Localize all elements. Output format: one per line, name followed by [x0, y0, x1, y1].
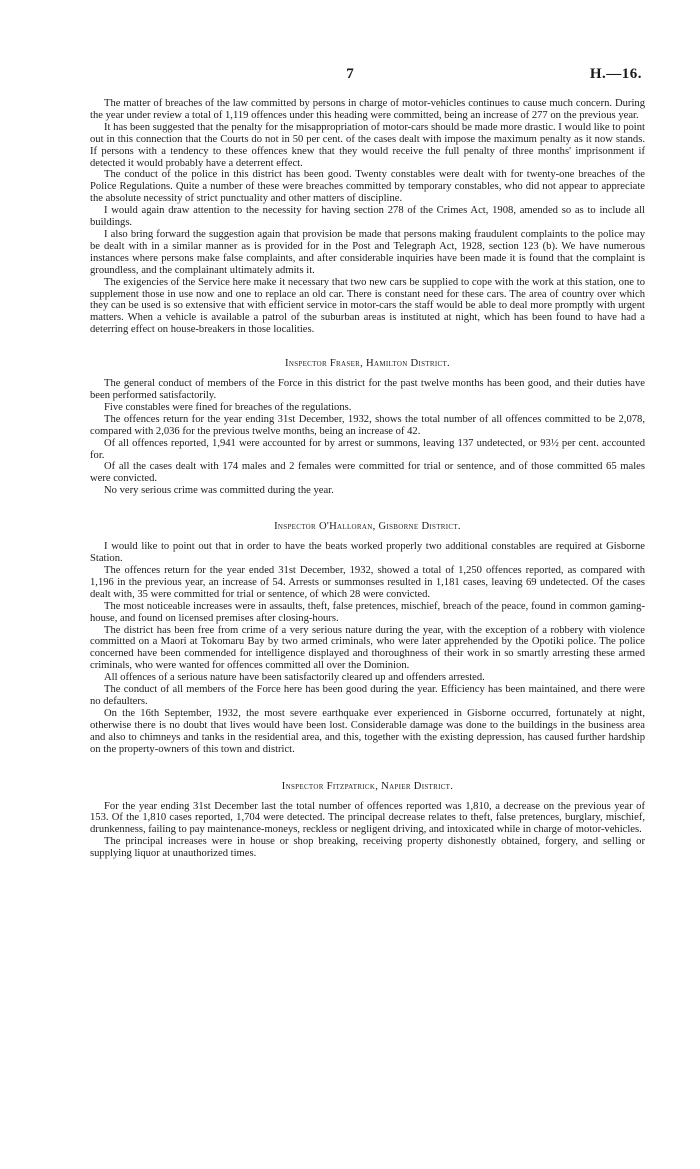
intro-paragraph: I also bring forward the suggestion again that provision be made that persons making fraudulent complaints to the police may be dealt with in a similar manner as is provided for in the Post and Telegraph Act, 1928, section 123 (b). We have numerous instances where persons make false complaints, and after considerable inquiries have been made it is found that the complaint is groundless, and the complainant ultimately admits it.: [90, 228, 645, 276]
report-body: [90, 98, 645, 860]
section-paragraph: The principal increases were in house or shop breaking, receiving property dishonestly obtained, forgery, and selling or supplying liquor at unauthorized times.: [90, 836, 645, 860]
section-paragraph: For the year ending 31st December last the total number of offences reported was 1,810, a decrease on the previous year of 153. Of the 1,810 cases reported, 1,704 were detected. The principal decrease relates to theft, false pretences, burglary, mischief, drunkenness, failing to pay maintenance-moneys, reckless or negligent driving, and intoxicated while in charge of motor-vehicles.: [90, 800, 645, 836]
section-paragraph: The offences return for the year ended 31st December, 1932, showed a total of 1,250 offences reported, as compared with 1,196 in the previous year, an increase of 54. Arrests or summonses resulted in 1,181 cases, leaving 69 undetected. Of the cases dealt with, 35 were committed for trial or sentence, of which 28 were convicted.: [90, 565, 645, 600]
section-paragraph: On the 16th September, 1932, the most severe earthquake ever experienced in Gisborne occurred, fortunately at night, otherwise there is no doubt that lives would have been lost. Considerable damage was done to the buildings in the business area and also to chimneys and tanks in the residential area, and this, together with the existing depression, has caused further hardship on the property-owners of this town and district.: [90, 707, 645, 755]
section-paragraph: I would like to point out that in order to have the beats worked properly two additional constables are required at Gisborne Station.: [90, 541, 645, 565]
document-reference: H.—16.: [589, 66, 642, 82]
section-paragraph: The most noticeable increases were in assaults, theft, false pretences, mischief, breach of the peace, found in common gaming-house, and found on licensed premises after closing-hours.: [90, 600, 645, 624]
section-paragraph: The offences return for the year ending 31st December, 1932, shows the total number of all offences committed to be 2,078, compared with 2,036 for the previous twelve months, being an increase of 42.: [90, 413, 645, 437]
intro-paragraph: The matter of breaches of the law committed by persons in charge of motor-vehicles continues to cause much concern. During the year under review a total of 1,119 offences under this heading were committed, being an increase of 277 on the previous year.: [90, 98, 645, 121]
intro-paragraph: The conduct of the police in this district has been good. Twenty constables were dealt with for twenty-one breaches of the Police Regulations. Quite a number of these were breaches committed by temporary constables, who did not appear to appreciate the absolute necessity of strict punctuality and other matters of discipline.: [90, 169, 645, 205]
section-napier: [90, 781, 645, 861]
section-paragraph: The general conduct of members of the Force in this district for the past twelve months has been good, and their duties have been performed satisfactorily.: [90, 378, 645, 402]
intro-paragraph: The exigencies of the Service here make it necessary that two new cars be supplied to cope with the work at this station, one to supplement those in use now and one to replace an old car. There is constant need for these cars. The area of country over which they can be used is so extensive that with efficient service in motor-cars the staff would be able to deal more promptly with urgent matters. When a vehicle is available a patrol of the suburban areas is instituted at night, which has been found to have had a deterring effect on house-breakers in those localities.: [90, 276, 645, 336]
section-paragraph: Of all the cases dealt with 174 males and 2 females were committed for trial or sentence, and of those committed 65 males were convicted.: [90, 461, 645, 485]
section-paragraph: All offences of a serious nature have been satisfactorily cleared up and offenders arrested.: [104, 672, 485, 684]
intro-paragraph: I would again draw attention to the necessity for having section 278 of the Crimes Act, 1908, amended so as to include all buildings.: [90, 205, 645, 229]
section-hamilton: [90, 358, 645, 497]
section-heading: Inspector Fraser, Hamilton District.: [285, 358, 450, 370]
page-number: 7: [346, 66, 354, 82]
section-paragraph: Of all offences reported, 1,941 were accounted for by arrest or summons, leaving 137 undetected, or 93½ per cent. accounted for.: [90, 437, 645, 461]
intro-paragraph: It has been suggested that the penalty for the misappropriation of motor-cars should be made more drastic. I would like to point out in this connection that the Courts do not in 50 per cent. of the cases dealt with impose the maximum penalty as it now stands. If persons with a tendency to these offences knew that they would receive the full penalty of three months' imprisonment if detected it would probably have a deterrent effect.: [90, 121, 645, 169]
section-paragraph: The district has been free from crime of a very serious nature during the year, with the exception of a robbery with violence committed on a Maori at Tokomaru Bay by two armed criminals, who were later apprehended by the Opotiki police. The police concerned have been commended for intelligence displayed and thoroughness of their work in so smartly arresting these armed criminals, who were wanted for offences committed all over the Dominion.: [90, 624, 645, 672]
section-gisborne: [90, 521, 645, 755]
section-heading: Inspector O'Halloran, Gisborne District.: [274, 521, 461, 533]
section-paragraph: The conduct of all members of the Force here has been good during the year. Efficiency has been maintained, and there were no defaulters.: [90, 684, 645, 707]
section-paragraph: Five constables were fined for breaches of the regulations.: [104, 401, 352, 413]
section-heading: Inspector Fitzpatrick, Napier District.: [281, 780, 454, 792]
section-paragraph: No very serious crime was committed during the year.: [104, 485, 334, 497]
